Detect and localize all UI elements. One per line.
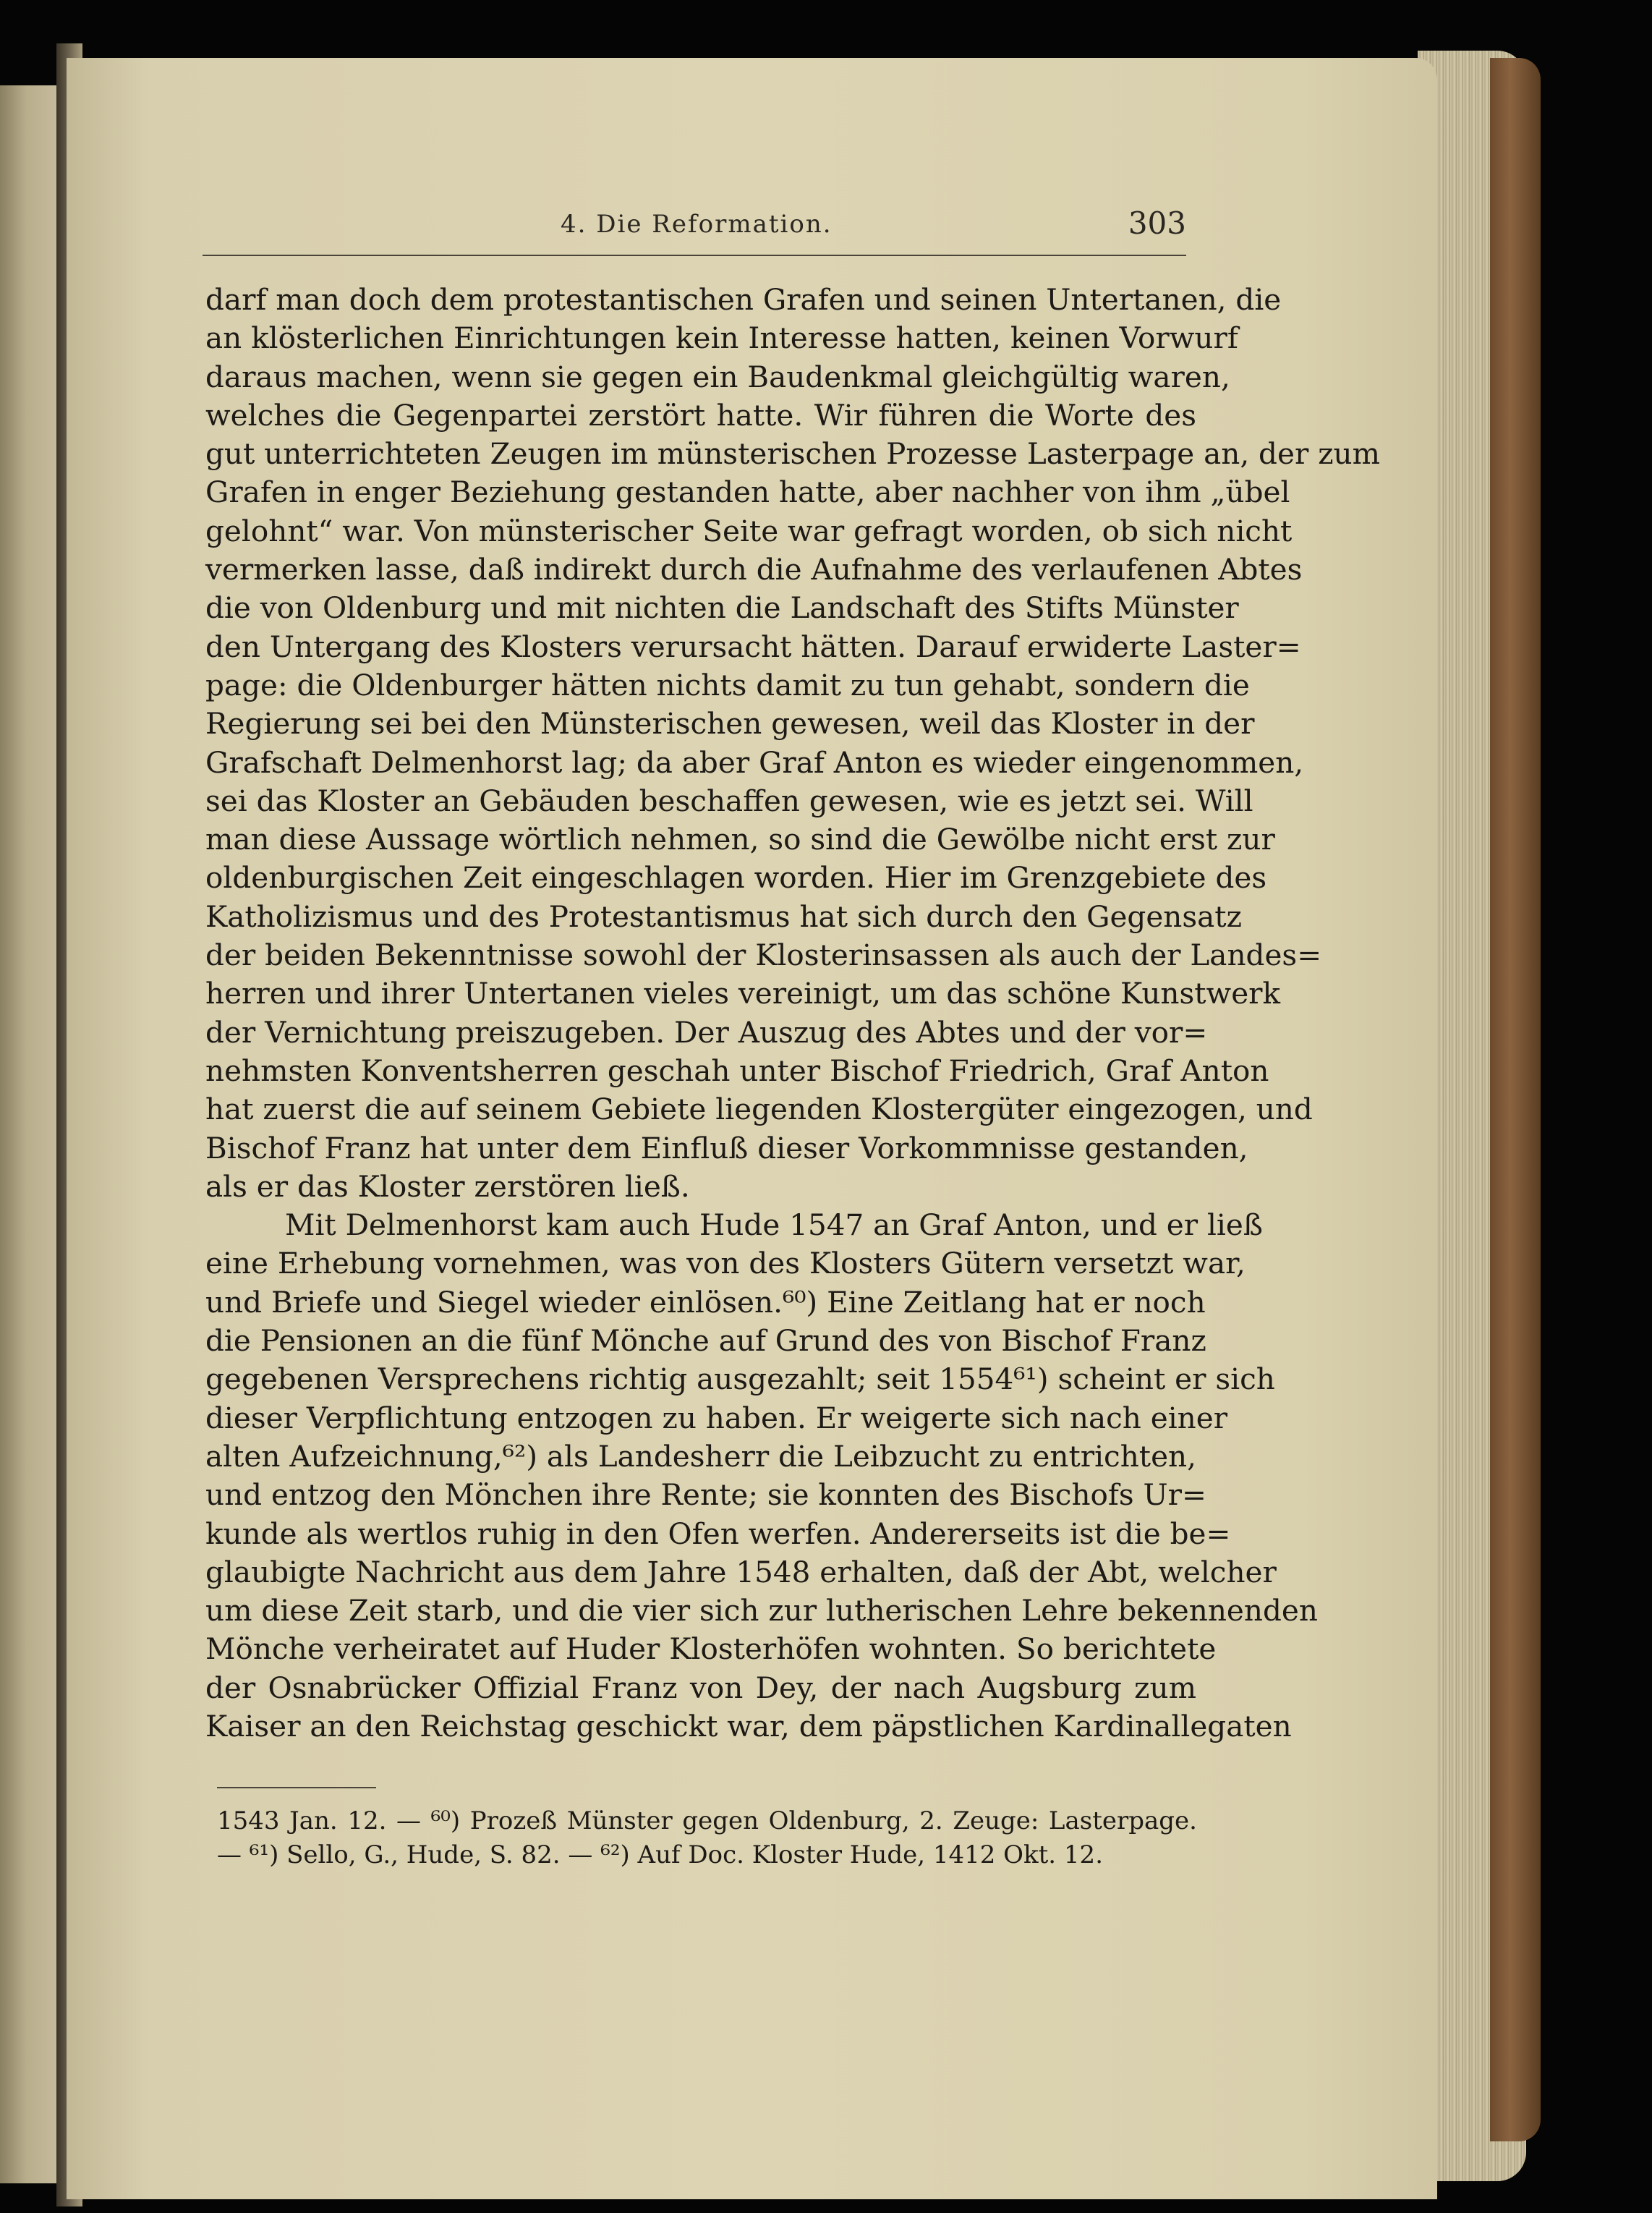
text-line: der Osnabrücker Offizial Franz von Dey, der nach Augsburg zum xyxy=(205,1670,1196,1705)
footnote-rule xyxy=(217,1787,376,1788)
text-line: Grafen in enger Beziehung gestanden hatte, aber nachher von ihm „übel xyxy=(205,475,1290,510)
text-line: man diese Aussage wörtlich nehmen, so sind die Gewölbe nicht erst zur xyxy=(205,822,1275,857)
text-line: dieser Verpflichtung entzogen zu haben. Er weigerte sich nach einer xyxy=(205,1400,1228,1435)
text-line: vermerken lasse, daß indirekt durch die Aufnahme des verlaufenen Abtes xyxy=(205,552,1303,587)
text-line: der beiden Bekenntnisse sowohl der Klosterinsassen als auch der Landes= xyxy=(205,938,1322,973)
text-line: nehmsten Konventsherren geschah unter Bischof Friedrich, Graf Anton xyxy=(205,1053,1269,1088)
text-line: an klösterlichen Einrichtungen kein Interesse hatten, keinen Vorwurf xyxy=(205,320,1238,356)
paragraph xyxy=(205,281,1381,1206)
header-rule xyxy=(203,255,1186,256)
footnote-line: — ⁶¹) Sello, G., Hude, S. 82. — ⁶²) Auf Doc. Kloster Hude, 1412 Okt. 12. xyxy=(217,1840,1103,1869)
text-line: gegebenen Versprechens richtig ausgezahlt; seit 1554⁶¹) scheint er sich xyxy=(205,1362,1275,1397)
book-spine xyxy=(1490,58,1541,2141)
text-line: herren und ihrer Untertanen vieles vereinigt, um das schöne Kunstwerk xyxy=(205,976,1281,1011)
page-number: 303 xyxy=(1128,205,1186,241)
text-line: der Vernichtung preiszugeben. Der Auszug des Abtes und der vor= xyxy=(205,1014,1208,1050)
text-line: und entzog den Mönchen ihre Rente; sie konnten des Bischofs Ur= xyxy=(205,1477,1206,1513)
text-line: Mit Delmenhorst kam auch Hude 1547 an Graf Anton, und er ließ xyxy=(285,1207,1263,1243)
text-line: darf man doch dem protestantischen Grafen und seinen Untertanen, die xyxy=(205,282,1282,317)
text-line: kunde als wertlos ruhig in den Ofen werfen. Andererseits ist die be= xyxy=(205,1516,1231,1551)
text-line: daraus machen, wenn sie gegen ein Baudenkmal gleichgültig waren, xyxy=(205,359,1230,394)
text-line: hat zuerst die auf seinem Gebiete liegenden Klostergüter eingezogen, und xyxy=(205,1092,1313,1127)
body-text xyxy=(205,281,1381,1746)
text-line: oldenburgischen Zeit eingeschlagen worden. Hier im Grenzgebiete des xyxy=(205,860,1267,896)
text-line: und Briefe und Siegel wieder einlösen.⁶⁰) Eine Zeitlang hat er noch xyxy=(205,1284,1206,1320)
text-line: den Untergang des Klosters verursacht hätten. Darauf erwiderte Laster= xyxy=(205,629,1301,664)
text-line: um diese Zeit starb, und die vier sich zur lutherischen Lehre bekennenden xyxy=(205,1593,1318,1628)
text-line: die von Oldenburg und mit nichten die Landschaft des Stifts Münster xyxy=(205,590,1239,626)
text-line: sei das Kloster an Gebäuden beschaffen gewesen, wie es jetzt sei. Will xyxy=(205,783,1253,818)
text-line: glaubigte Nachricht aus dem Jahre 1548 erhalten, daß der Abt, welcher xyxy=(205,1554,1277,1589)
text-line: Bischof Franz hat unter dem Einfluß dieser Vorkommnisse gestanden, xyxy=(205,1130,1248,1165)
text-line: alten Aufzeichnung,⁶²) als Landesherr die Leibzucht zu entrichten, xyxy=(205,1438,1196,1474)
text-line: gut unterrichteten Zeugen im münsterischen Prozesse Lasterpage an, der zum xyxy=(205,436,1381,472)
text-line: welches die Gegenpartei zerstört hatte. Wir führen die Worte des xyxy=(205,397,1196,433)
text-line: Mönche verheiratet auf Huder Klosterhöfen wohnten. So berichtete xyxy=(205,1631,1217,1667)
text-line: gelohnt“ war. Von münsterischer Seite war gefragt worden, ob sich nicht xyxy=(205,513,1293,548)
text-line: Regierung sei bei den Münsterischen gewesen, weil das Kloster in der xyxy=(205,706,1255,742)
text-line: Grafschaft Delmenhorst lag; da aber Graf Anton es wieder eingenommen, xyxy=(205,744,1304,780)
text-line: page: die Oldenburger hätten nichts damit zu tun gehabt, sondern die xyxy=(205,667,1250,702)
text-line: Katholizismus und des Protestantismus hat sich durch den Gegensatz xyxy=(205,899,1242,934)
text-line: eine Erhebung vornehmen, was von des Klosters Gütern versetzt war, xyxy=(205,1246,1246,1281)
footnote-line: 1543 Jan. 12. — ⁶⁰) Prozeß Münster gegen Oldenburg, 2. Zeuge: Lasterpage. xyxy=(217,1806,1197,1835)
text-line: Kaiser an den Reichstag geschickt war, dem päpstlichen Kardinallegaten xyxy=(205,1708,1292,1743)
running-header xyxy=(203,205,1186,253)
text-line: als er das Kloster zerstören ließ. xyxy=(205,1168,690,1204)
footnotes xyxy=(217,1804,1197,1872)
chapter-title: 4. Die Reformation. xyxy=(561,210,833,239)
text-line: die Pensionen an die fünf Mönche auf Grund des von Bischof Franz xyxy=(205,1323,1206,1359)
paragraph xyxy=(205,1206,1318,1746)
